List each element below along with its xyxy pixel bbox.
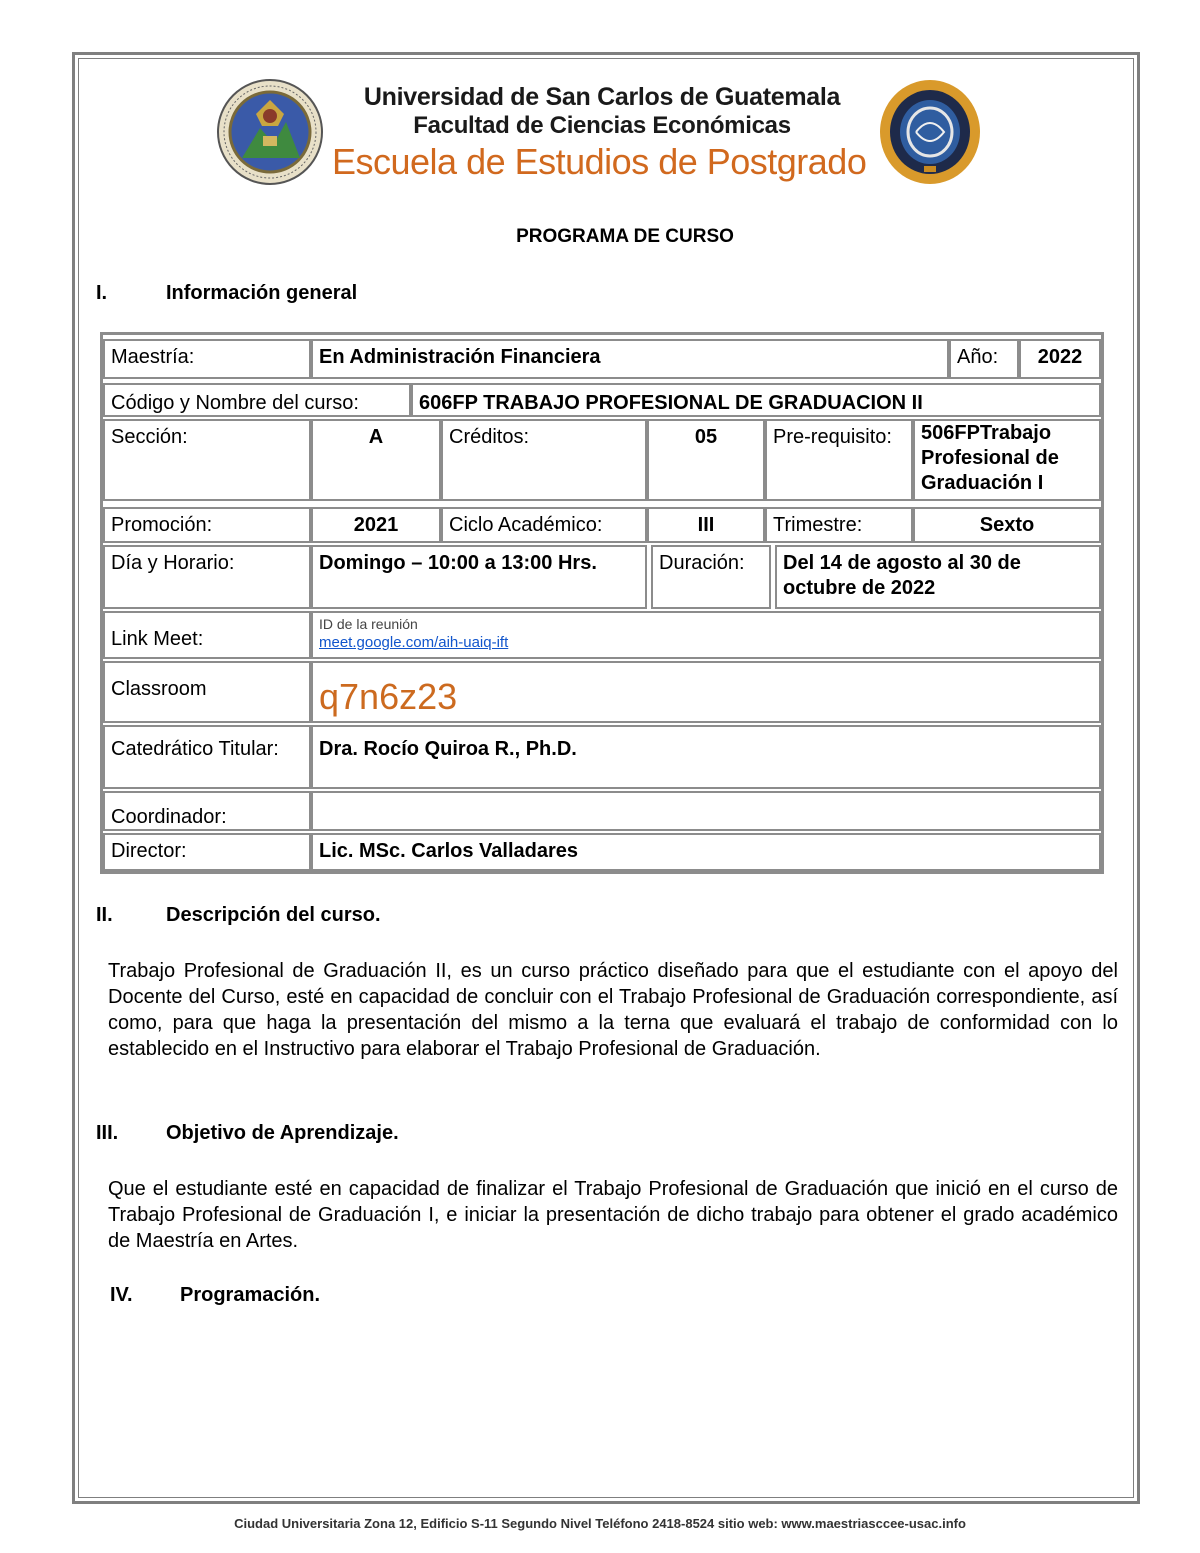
section-title: Información general xyxy=(166,282,358,304)
promocion-label: Promoción: xyxy=(103,507,311,543)
duracion-label: Duración: xyxy=(651,545,771,609)
creditos-label: Créditos: xyxy=(441,419,647,501)
objective-paragraph: Que el estudiante esté en capacidad de finalizar el Trabajo Profesional de Graduación que inició en el curso de Trabajo Profesional de Graduación I, e iniciar la presentación de dicho trabajo para obtener el grado académico de Maestría en Artes. xyxy=(108,1178,1118,1252)
ciclo-label: Ciclo Académico: xyxy=(441,507,647,543)
section-objective xyxy=(96,1122,399,1145)
section-title: Objetivo de Aprendizaje. xyxy=(166,1122,399,1144)
institution-text xyxy=(332,82,872,184)
catedratico-value: Dra. Rocío Quiroa R., Ph.D. xyxy=(311,725,1101,789)
prereq-value: 506FPTrabajo Profesional de Graduación I xyxy=(913,419,1101,501)
document-title: PROGRAMA DE CURSO xyxy=(516,226,734,247)
dia-label: Día y Horario: xyxy=(103,545,311,609)
dia-value: Domingo – 10:00 a 13:00 Hrs. xyxy=(311,545,647,609)
classroom-code: q7n6z23 xyxy=(319,676,458,717)
classroom-cell xyxy=(311,661,1101,723)
section-title: Descripción del curso. xyxy=(166,904,381,926)
creditos-value: 05 xyxy=(647,419,765,501)
section-title: Programación. xyxy=(180,1284,321,1306)
catedratico-label: Catedrático Titular: xyxy=(103,725,311,789)
section-number: III. xyxy=(96,1122,119,1144)
postgrado-seal-icon xyxy=(878,78,982,186)
promocion-value: 2021 xyxy=(311,507,441,543)
maestria-value: En Administración Financiera xyxy=(311,339,949,379)
anio-value: 2022 xyxy=(1019,339,1101,379)
classroom-label: Classroom xyxy=(103,661,311,723)
university-name: Universidad de San Carlos de Guatemala xyxy=(363,83,841,111)
section-programming xyxy=(110,1284,320,1307)
coordinador-value xyxy=(311,791,1101,831)
codigo-value: 606FP TRABAJO PROFESIONAL DE GRADUACION II xyxy=(411,383,1101,417)
info-table xyxy=(100,332,1104,874)
section-number: IV. xyxy=(110,1284,133,1306)
section-general-info xyxy=(96,282,357,305)
usac-seal-icon xyxy=(216,78,324,186)
seccion-value: A xyxy=(311,419,441,501)
seccion-label: Sección: xyxy=(103,419,311,501)
ciclo-value: III xyxy=(647,507,765,543)
meet-note: ID de la reunión xyxy=(319,616,418,632)
duracion-value: Del 14 de agosto al 30 de octubre de 2022 xyxy=(775,545,1101,609)
director-label: Director: xyxy=(103,833,311,871)
director-value: Lic. MSc. Carlos Valladares xyxy=(311,833,1101,871)
meet-cell xyxy=(311,611,1101,659)
anio-label: Año: xyxy=(949,339,1019,379)
trimestre-label: Trimestre: xyxy=(765,507,913,543)
description-paragraph: Trabajo Profesional de Graduación II, es un curso práctico diseñado para que el estudiante con el apoyo del Docente del Curso, esté en capacidad de concluir con el Trabajo Profesional de Graduación correspondiente, así como, para que haga la presentación del mismo a la terna que evaluará el trabajo de conformidad con lo establecido en el Instructivo para elaborar el Trabajo Profesional de Graduación. xyxy=(108,960,1118,1060)
section-number: I. xyxy=(96,282,108,304)
codigo-label: Código y Nombre del curso: xyxy=(103,383,411,417)
coordinador-label: Coordinador: xyxy=(103,791,311,831)
school-name: Escuela de Estudios de Postgrado xyxy=(332,141,867,182)
meet-link[interactable]: meet.google.com/aih-uaiq-ift xyxy=(319,634,509,651)
footer-address: Ciudad Universitaria Zona 12, Edificio S-11 Segundo Nivel Teléfono 2418-8524 sitio web: www.maestriasccee-usac.info xyxy=(234,1516,966,1531)
letterhead xyxy=(200,78,940,190)
section-description xyxy=(96,904,381,927)
section-number: II. xyxy=(96,904,113,926)
maestria-label: Maestría: xyxy=(103,339,311,379)
trimestre-value: Sexto xyxy=(913,507,1101,543)
faculty-name: Facultad de Ciencias Económicas xyxy=(413,112,791,139)
prereq-label: Pre-requisito: xyxy=(765,419,913,501)
meet-label: Link Meet: xyxy=(103,611,311,659)
